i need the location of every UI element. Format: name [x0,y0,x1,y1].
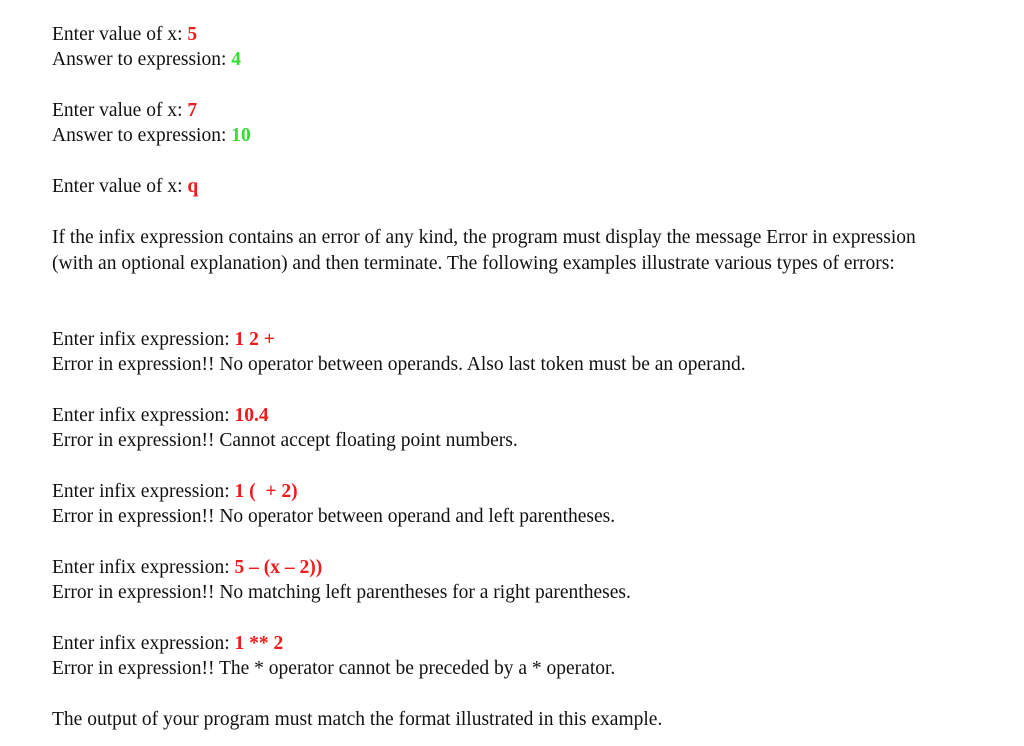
prompt-label: Enter infix expression: [52,481,235,502]
prompt-label: Enter infix expression: [52,557,235,578]
error-example-1-prompt [52,328,275,352]
user-input: q [187,176,199,197]
prompt-label: Enter infix expression: [52,633,235,654]
footer-note: The output of your program must match the format illustrated in this example. [52,709,663,730]
error-example-3-message: Error in expression!! No operator between operand and left parentheses. [52,506,616,527]
prompt-label: Enter value of x: [52,100,188,121]
error-example-4-prompt [52,556,322,580]
user-input: 5 – (x – 2)) [234,557,323,578]
user-input: 1 2 + [234,329,275,350]
prompt-label: Enter infix expression: [52,405,235,426]
error-example-2-message: Error in expression!! Cannot accept floating point numbers. [52,430,518,451]
prompt-label: Enter value of x: [52,176,188,197]
answer-label: Answer to expression: [52,125,232,146]
user-input: 7 [187,100,198,121]
run-1-prompt-line [52,23,197,47]
error-example-3-prompt [52,480,298,504]
error-example-2-prompt [52,404,269,428]
answer-value: 4 [231,49,242,70]
error-example-5-message: Error in expression!! The * operator cannot be preceded by a * operator. [52,658,616,679]
user-input: 1 ( + 2) [234,481,298,502]
prompt-label: Enter infix expression: [52,329,235,350]
error-example-4-message: Error in expression!! No matching left parentheses for a right parentheses. [52,582,631,603]
prompt-label: Enter value of x: [52,24,188,45]
error-example-5-prompt [52,632,283,656]
error-example-1-message: Error in expression!! No operator between operands. Also last token must be an operand. [52,354,746,375]
answer-value: 10 [231,125,251,146]
run-2-prompt-line [52,99,197,123]
user-input: 10.4 [234,405,269,426]
run-1-answer-line [52,48,241,72]
user-input: 1 ** 2 [234,633,284,654]
run-3-prompt-line [52,175,198,199]
run-2-answer-line [52,124,251,148]
user-input: 5 [187,24,198,45]
intro-paragraph: If the infix expression contains an error of any kind, the program must display the message Error in expression (with an optional explanation) and then terminate. The following examples illustrate various types of errors: [52,227,916,274]
answer-label: Answer to expression: [52,49,232,70]
